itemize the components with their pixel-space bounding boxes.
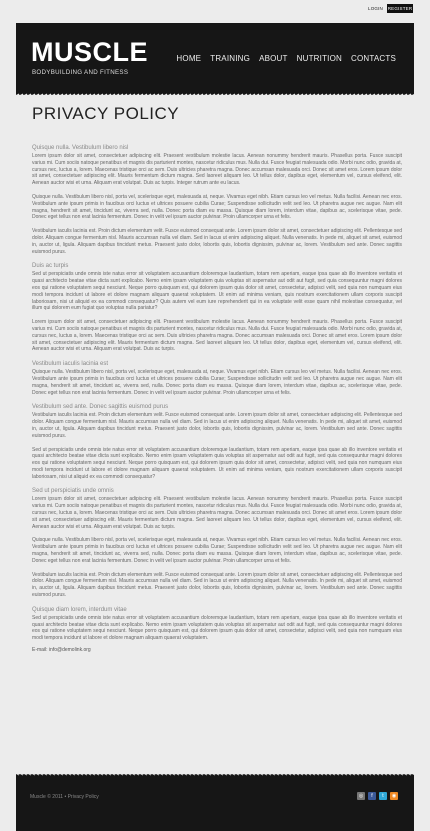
section-title: Duis ac turpis [32, 263, 69, 270]
nav-about[interactable]: ABOUT [259, 54, 288, 63]
policy-sections [32, 144, 402, 642]
login-link[interactable]: LOGIN [368, 6, 384, 11]
section-paragraph: Vestibulum iaculis lacinia est. Proin dictum elementum velit. Fusce euismod consequat ante. Lorem ipsum dolor sit amet, consectetuer adipiscing elit. Pellentesque sed dolor. Aliquam congue fermentum nisl. Mauris accumsan nulla vel diam. Sed in lacus ut enim adipiscing aliquet. Nulla venenatis. In pede mi, aliquet sit amet, euismod in, auctor ut, ligula. Aliquam dapibus tincidunt metus. Praesent justo dolor, lobortis quis, lobortis dignissim, pulvinar ac, lorem. Vestibulum sed ante. Donec sagittis euismod purus. [32, 412, 402, 439]
section-paragraph: Lorem ipsum dolor sit amet, consectetuer adipiscing elit. Praesent vestibulum molestie lacus. Aenean nonummy hendrerit mauris. Phasellus porta. Fusce suscipit varius mi. Cum sociis natoque penatibus et magnis dis parturient montes, nascetur ridiculus mus. Nulla dui. Fusce feugiat malesuada odio. Morbi nunc odio, gravida at, cursus nec, luctus a, lorem. Maecenas tristique orci ac sem. Duis ultricies pharetra magna. Donec accumsan malesuada orci. Donec sit amet eros. Lorem ipsum dolor sit amet, consectetuer adipiscing elit. Mauris fermentum dictum magna. Sed laoreet aliquam leo. Ut tellus dolor, dapibus eget, elementum vel, cursus eleifend, elit. Aenean auctor wisi et urna. Aliquam erat volutpat. Duis ac turpis. Integer rutrum ante eu lacus. [32, 153, 402, 187]
nav-contacts[interactable]: CONTACTS [350, 54, 396, 63]
footer-zigzag-edge [16, 774, 414, 777]
section-title: Vestibulum sed ante. Donec sagittis euismod purus [32, 404, 169, 411]
copyright-text: Muscle © 2011 • Privacy Policy [30, 794, 99, 800]
site-header [16, 23, 414, 92]
section-paragraph: Lorem ipsum dolor sit amet, consectetuer adipiscing elit. Praesent vestibulum molestie lacus. Aenean nonummy hendrerit mauris. Phasellus porta. Fusce suscipit varius mi. Cum sociis natoque penatibus et magnis dis parturient montes, nascetur ridiculus mus. Nulla dui. Fusce feugiat malesuada odio. Morbi nunc odio, gravida at, cursus nec, luctus a, lorem. Maecenas tristique orci ac sem. Duis ultricies pharetra magna. Donec accumsan malesuada orci. Donec sit amet eros. Lorem ipsum dolor sit amet, consectetuer adipiscing elit. Mauris fermentum dictum magna. Sed laoreet aliquam leo. Ut tellus dolor, dapibus eget, elementum vel, cursus eleifend, elit. Aenean auctor wisi et urna. Aliquam erat volutpat. Duis ac turpis. [32, 496, 402, 530]
section-paragraph: Quisque nulla. Vestibulum libero nisl, porta vel, scelerisque eget, malesuada at, neque. Vivamus eget nibh. Etiam cursus leo vel metus. Nulla facilisi. Aenean nec eros. Vestibulum ante ipsum primis in faucibus orci luctus et ultrices posuere cubilia Curae; Suspendisse sollicitudin velit sed leo. Ut pharetra augue nec augue. Nam elit magna, hendrerit sit amet, tincidunt ac, viverra sed, nulla. Donec porta diam eu massa. Quisque diam lorem, interdum vitae, dapibus ac, scelerisque vitae, pede. Donec eget tellus non erat lacinia fermentum. Donec in velit vel ipsum auctor pulvinar. Proin ullamcorper urna et felis. [32, 369, 402, 396]
section-paragraph: Vestibulum iaculis lacinia est. Proin dictum elementum velit. Fusce euismod consequat ante. Lorem ipsum dolor sit amet, consectetuer adipiscing elit. Pellentesque sed dolor. Aliquam congue fermentum nisl. Mauris accumsan nulla vel diam. Sed in lacus ut enim adipiscing aliquet. Nulla venenatis. In pede mi, aliquet sit amet, euismod in, auctor ut, ligula. Aliquam dapibus tincidunt metus. Praesent justo dolor, lobortis quis, lobortis dignissim, pulvinar ac, lorem. Vestibulum sed ante. Donec sagittis euismod purus. [32, 571, 402, 599]
section-title: Quisque nulla. Vestibulum libero nisl [32, 145, 129, 151]
email-line: E-mail: info@demolink.org [32, 647, 91, 654]
section-paragraph: Sed ut perspiciatis unde omnis iste natus error sit voluptatem accusantium doloremque laudantium, totam rem aperiam, eaque ipsa quae ab illo inventore veritatis et quasi architecto beatae vitae dicta sunt explicabo. Nemo enim ipsam voluptatem quia voluptas sit aspernatur aut odit aut fugit, sed quia consequuntur magni dolores eos qui ratione voluptatem sequi nesciunt. Neque porro quisquam est, qui dolorem ipsum quia dolor sit amet, consectetur, adipisci velit, sed quia non numquam eius modi tempora incidunt ut labore et dolore magnam aliquam quaerat voluptatem. Ut enim ad minima veniam, quis nostrum exercitationem ullam corporis suscipit laboriosam, nisi ut aliquid ex ea commodi consequatur? Quis autem vel eum iure reprehenderit qui in ea voluptate velit esse quam nihil molestiae consequatur, vel illum qui dolorem eum fugiat quo voluptas nulla pariatur? [32, 271, 402, 312]
nav-training[interactable]: TRAINING [210, 54, 251, 63]
section-title: Sed ut perspiciatis unde omnis [32, 488, 114, 495]
twitter-icon[interactable]: t [379, 792, 387, 800]
main-nav [176, 54, 396, 63]
main-content [32, 100, 402, 653]
section-title: Vestibulum iaculis lacinia est [32, 361, 109, 368]
logo-title[interactable]: MUSCLE [31, 37, 148, 67]
facebook-icon[interactable]: f [368, 792, 376, 800]
top-bar [0, 0, 430, 22]
page-title: PRIVACY POLICY [32, 104, 180, 123]
section-paragraph: Quisque nulla. Vestibulum libero nisl, porta vel, scelerisque eget, malesuada at, neque. Vivamus eget nibh. Etiam cursus leo vel metus. Nulla facilisi. Aenean nec eros. Vestibulum ante ipsum primis in faucibus orci luctus et ultrices posuere cubilia Curae; Suspendisse sollicitudin velit sed leo. Ut pharetra augue nec augue. Nam elit magna, hendrerit sit amet, tincidunt ac, viverra sed, nulla. Donec porta diam eu massa. Quisque diam lorem, interdum vitae, dapibus ac, scelerisque vitae, pede. Donec eget tellus non erat lacinia fermentum. Donec in velit vel ipsum auctor pulvinar. Proin ullamcorper urna et felis. [32, 193, 402, 221]
section-title: Quisque diam lorem, interdum vitae [32, 606, 127, 613]
header-zigzag-edge [16, 92, 414, 95]
register-button[interactable]: REGISTER [387, 6, 413, 11]
site-footer [16, 777, 414, 831]
section-paragraph: Lorem ipsum dolor sit amet, consectetuer adipiscing elit. Praesent vestibulum molestie lacus. Aenean nonummy hendrerit mauris. Phasellus porta. Fusce suscipit varius mi. Cum sociis natoque penatibus et magnis dis parturient montes, nascetur ridiculus mus. Nulla dui. Fusce feugiat malesuada odio. Morbi nunc odio, gravida at, cursus nec, luctus a, lorem. Maecenas tristique orci ac sem. Duis ultricies pharetra magna. Donec accumsan malesuada orci. Donec sit amet eros. Lorem ipsum dolor sit amet, consectetuer adipiscing elit. Mauris fermentum dictum magna. Sed laoreet aliquam leo. Ut tellus dolor, dapibus eget, elementum vel, cursus eleifend, elit. Aenean auctor wisi et urna. Aliquam erat volutpat. Duis ac turpis. [32, 319, 402, 353]
social-icons [357, 792, 398, 800]
section-paragraph: Quisque nulla. Vestibulum libero nisl, porta vel, scelerisque eget, malesuada at, neque. Vivamus eget nibh. Etiam cursus leo vel metus. Nulla facilisi. Aenean nec eros. Vestibulum ante ipsum primis in faucibus orci luctus et ultrices posuere cubilia Curae; Suspendisse sollicitudin velit sed leo. Ut pharetra augue nec augue. Nam elit magna, hendrerit sit amet, tincidunt ac, viverra sed, nulla. Donec porta diam eu massa. Quisque diam lorem, interdum vitae, dapibus ac, scelerisque vitae, pede. Donec eget tellus non erat lacinia fermentum. Donec in velit vel ipsum auctor pulvinar. Proin ullamcorper urna et felis. [32, 537, 402, 564]
nav-nutrition[interactable]: NUTRITION [296, 54, 342, 63]
section-paragraph: Vestibulum iaculis lacinia est. Proin dictum elementum velit. Fusce euismod consequat ante. Lorem ipsum dolor sit amet, consectetuer adipiscing elit. Pellentesque sed dolor. Aliquam congue fermentum nisl. Mauris accumsan nulla vel diam. Sed in lacus ut enim adipiscing aliquet. Nulla venenatis. In pede mi, aliquet sit amet, euismod in, auctor ut, ligula. Aliquam dapibus tincidunt metus. Praesent justo dolor, lobortis quis, lobortis dignissim, pulvinar ac, lorem. Vestibulum sed ante. Donec sagittis euismod purus. [32, 228, 402, 255]
logo-subtitle: BODYBUILDING AND FITNESS [32, 69, 129, 76]
nav-home[interactable]: HOME [176, 54, 202, 63]
camera-icon[interactable]: ◎ [358, 793, 364, 799]
section-paragraph: Sed ut perspiciatis unde omnis iste natus error sit voluptatem accusantium doloremque laudantium, totam rem aperiam, eaque ipsa quae ab illo inventore veritatis et quasi architecto beatae vitae dicta sunt explicabo. Nemo enim ipsam voluptatem quia voluptas sit aspernatur aut odit aut fugit, sed quia consequuntur magni dolores eos qui ratione voluptatem sequi nesciunt. Neque porro quisquam est, qui dolorem ipsum quia dolor sit amet, consectetur, adipisci velit, sed quia non numquam eius modi tempora incidunt ut labore et dolore magnam aliquam quaerat voluptatem. [32, 614, 402, 642]
section-paragraph: Sed ut perspiciatis unde omnis iste natus error sit voluptatem accusantium doloremque laudantium, totam rem aperiam, eaque ipsa quae ab illo inventore veritatis et quasi architecto beatae vitae dicta sunt explicabo. Nemo enim ipsam voluptatem quia voluptas sit aspernatur aut odit aut fugit, sed quia consequuntur magni dolores eos qui ratione voluptatem sequi nesciunt. Neque porro quisquam est, qui dolorem ipsum quia dolor sit amet, consectetur, adipisci velit, sed quia non numquam eius modi tempora incidunt ut labore et dolore magnam aliquam quaerat voluptatem. Ut enim ad minima veniam, quis nostrum exercitationem ullam corporis suscipit laboriosam, nisi ut aliquid ex ea commodi consequatur? [32, 446, 402, 480]
rss-icon[interactable]: ◉ [391, 793, 397, 799]
